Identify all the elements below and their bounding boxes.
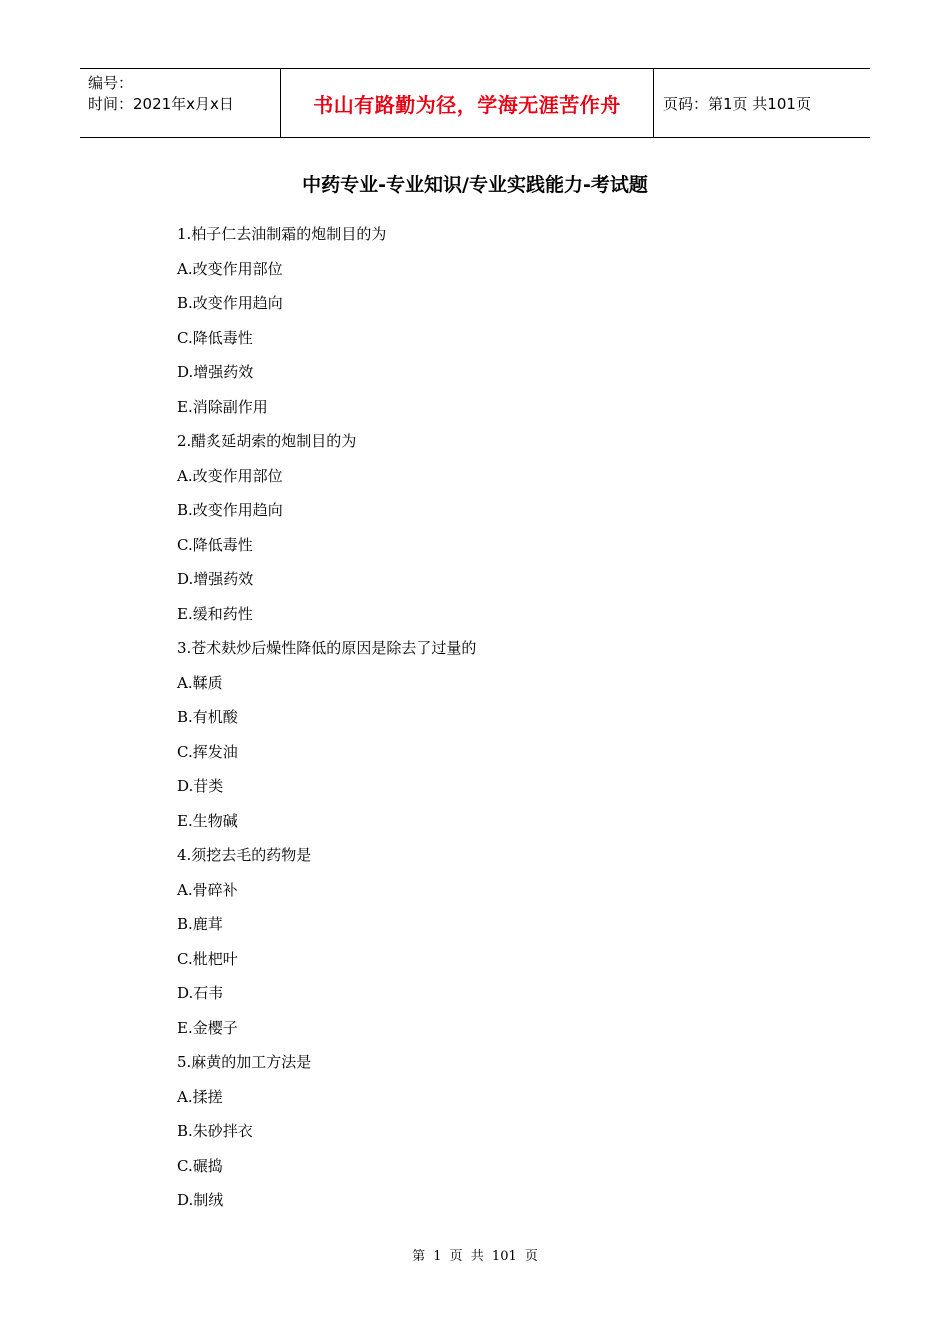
document-title: 中药专业-专业知识/专业实践能力-考试题 <box>302 174 648 196</box>
option-line: C.碾捣 <box>177 1156 223 1175</box>
header-page-info <box>654 69 870 137</box>
option-line: A.鞣质 <box>177 673 223 692</box>
option-line: C.降低毒性 <box>177 535 253 554</box>
motto-text: 书山有路勤为径，学海无涯苦作舟 <box>313 92 621 117</box>
option-line: B.改变作用趋向 <box>177 501 283 519</box>
option-line: C.枇杷叶 <box>177 949 238 968</box>
page-header <box>80 68 870 138</box>
option-line: B.鹿茸 <box>177 915 223 933</box>
option-line: E.消除副作用 <box>177 397 268 416</box>
option-line: D.石韦 <box>177 984 224 1002</box>
question-list <box>177 222 797 1223</box>
option-line: B.朱砂拌衣 <box>177 1122 253 1140</box>
option-line: A.改变作用部位 <box>177 259 283 278</box>
option-line: E.缓和药性 <box>177 604 253 623</box>
option-line: E.金樱子 <box>177 1018 238 1037</box>
option-line: C.挥发油 <box>177 742 238 761</box>
question-line: 3.苍术麸炒后燥性降低的原因是除去了过量的 <box>177 639 477 657</box>
option-line: D.增强药效 <box>177 363 254 381</box>
page-info-text: 页码：第1页 共101页 <box>663 94 811 113</box>
option-line: E.生物碱 <box>177 811 238 830</box>
time-label: 时间：2021年x月x日 <box>88 95 234 113</box>
option-line: B.有机酸 <box>177 708 238 726</box>
page-footer: 第 1 页 共 101 页 <box>412 1249 538 1264</box>
number-label: 编号： <box>88 74 134 92</box>
question-line: 1.柏子仁去油制霜的炮制目的为 <box>177 225 387 243</box>
option-line: A.揉搓 <box>177 1087 223 1106</box>
option-line: B.改变作用趋向 <box>177 294 283 312</box>
option-line: A.改变作用部位 <box>177 466 283 485</box>
question-line: 2.醋炙延胡索的炮制目的为 <box>177 432 357 450</box>
option-line: D.苷类 <box>177 777 224 795</box>
header-motto-cell <box>281 69 654 137</box>
question-line: 4.须挖去毛的药物是 <box>177 846 312 864</box>
header-meta <box>80 69 281 137</box>
option-line: D.增强药效 <box>177 570 254 588</box>
option-line: D.制绒 <box>177 1191 224 1209</box>
option-line: A.骨碎补 <box>177 880 238 899</box>
question-line: 5.麻黄的加工方法是 <box>177 1053 312 1071</box>
option-line: C.降低毒性 <box>177 328 253 347</box>
